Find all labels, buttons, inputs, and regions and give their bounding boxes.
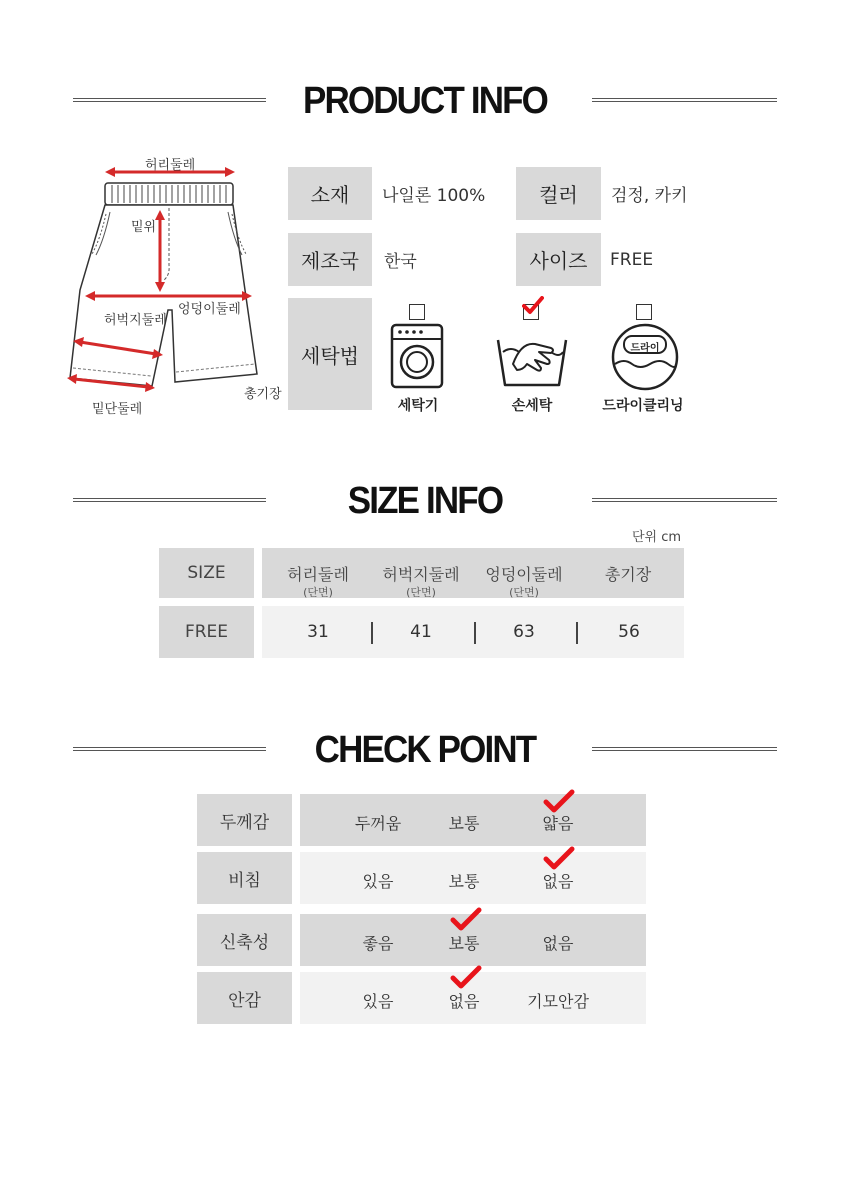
size-info-title: SIZE INFO — [347, 480, 503, 522]
diagram-label-length: 총기장 — [244, 387, 282, 402]
check-point-title: CHECK POINT — [314, 729, 536, 771]
size-value: FREE — [610, 249, 654, 270]
col-header-thigh-name: 허벅지둘레 — [382, 565, 460, 584]
checkpoint-checkmark — [450, 907, 482, 933]
checkpoint-option: 있음 — [362, 872, 394, 891]
color-value: 검정, 카키 — [611, 186, 688, 206]
material-label: 소재 — [288, 167, 372, 220]
checkpoint-option-selected: 얇음 — [542, 814, 574, 833]
size-table-header-label — [159, 548, 254, 598]
checkpoint-option: 두꺼움 — [354, 814, 402, 833]
wash-machine-checkbox[interactable] — [409, 304, 425, 320]
washing-machine-icon — [390, 323, 444, 389]
title-rule-right — [592, 98, 777, 102]
size-header-text: SIZE — [187, 563, 226, 583]
col-header-waist — [263, 562, 373, 600]
shorts-diagram — [60, 150, 290, 420]
wash-machine-label: 세탁기 — [397, 398, 439, 414]
checkpoint-option-selected: 없음 — [542, 872, 574, 891]
dry-clean-icon-text: 드라이 — [630, 343, 660, 354]
value-length: 56 — [618, 622, 640, 642]
color-label: 컬러 — [516, 167, 601, 220]
dry-clean-label: 드라이클리닝 — [602, 398, 684, 414]
material-value: 나일론 100% — [382, 186, 486, 206]
checkpoint-option: 보통 — [448, 814, 480, 833]
col-header-hip-name: 엉덩이둘레 — [485, 565, 563, 584]
checkpoint-checkmark — [543, 789, 575, 815]
col-header-length-name: 총기장 — [604, 565, 652, 584]
checkpoint-option-selected: 보통 — [448, 934, 480, 953]
size-row-label-cell — [159, 606, 254, 658]
col-header-hip — [469, 562, 579, 600]
unit-label: 단위 cm — [632, 530, 682, 545]
checkpoint-option: 보통 — [448, 872, 480, 891]
col-header-waist-name: 허리둘레 — [287, 565, 349, 584]
value-divider — [576, 622, 578, 644]
value-divider — [474, 622, 476, 644]
checkpoint-label-transparency: 비침 — [197, 852, 292, 904]
checkpoint-option: 좋음 — [362, 934, 394, 953]
dry-clean-checkbox[interactable] — [636, 304, 652, 320]
diagram-label-hip: 엉덩이둘레 — [178, 302, 241, 317]
col-header-thigh — [366, 562, 476, 600]
col-header-thigh-sub: (단면) — [406, 586, 436, 599]
dry-clean-icon — [610, 322, 680, 392]
wash-label: 세탁법 — [288, 298, 372, 410]
hand-wash-checkmark — [522, 296, 544, 316]
value-waist: 31 — [307, 622, 329, 642]
diagram-label-rise: 밑위 — [131, 220, 157, 235]
col-header-length — [573, 562, 683, 585]
hand-wash-icon — [495, 330, 569, 390]
checkpoint-label-thickness: 두께감 — [197, 794, 292, 846]
size-label: 사이즈 — [516, 233, 601, 286]
col-header-waist-sub: (단면) — [303, 586, 333, 599]
origin-value: 한국 — [384, 252, 417, 272]
size-row-label: FREE — [184, 622, 229, 642]
value-divider — [371, 622, 373, 644]
hand-wash-label: 손세탁 — [511, 398, 553, 414]
title-rule-right — [592, 498, 777, 502]
checkpoint-checkmark — [543, 846, 575, 872]
checkpoint-label-lining: 안감 — [197, 972, 292, 1024]
checkpoint-checkmark — [450, 965, 482, 991]
checkpoint-option: 있음 — [362, 992, 394, 1011]
col-header-hip-sub: (단면) — [509, 586, 539, 599]
title-rule-right — [592, 747, 777, 751]
checkpoint-label-stretch: 신축성 — [197, 914, 292, 966]
origin-label: 제조국 — [288, 233, 372, 286]
checkpoint-option: 기모안감 — [527, 992, 589, 1011]
diagram-label-hem: 밑단둘레 — [92, 402, 143, 417]
value-thigh: 41 — [410, 622, 432, 642]
shorts-illustration — [60, 150, 290, 420]
checkpoint-option: 없음 — [542, 934, 574, 953]
value-hip: 63 — [513, 622, 535, 642]
diagram-label-thigh: 허벅지둘레 — [104, 313, 167, 328]
product-info-title: PRODUCT INFO — [302, 80, 548, 122]
diagram-label-waist: 허리둘레 — [145, 158, 196, 173]
checkpoint-option-selected: 없음 — [448, 992, 480, 1011]
